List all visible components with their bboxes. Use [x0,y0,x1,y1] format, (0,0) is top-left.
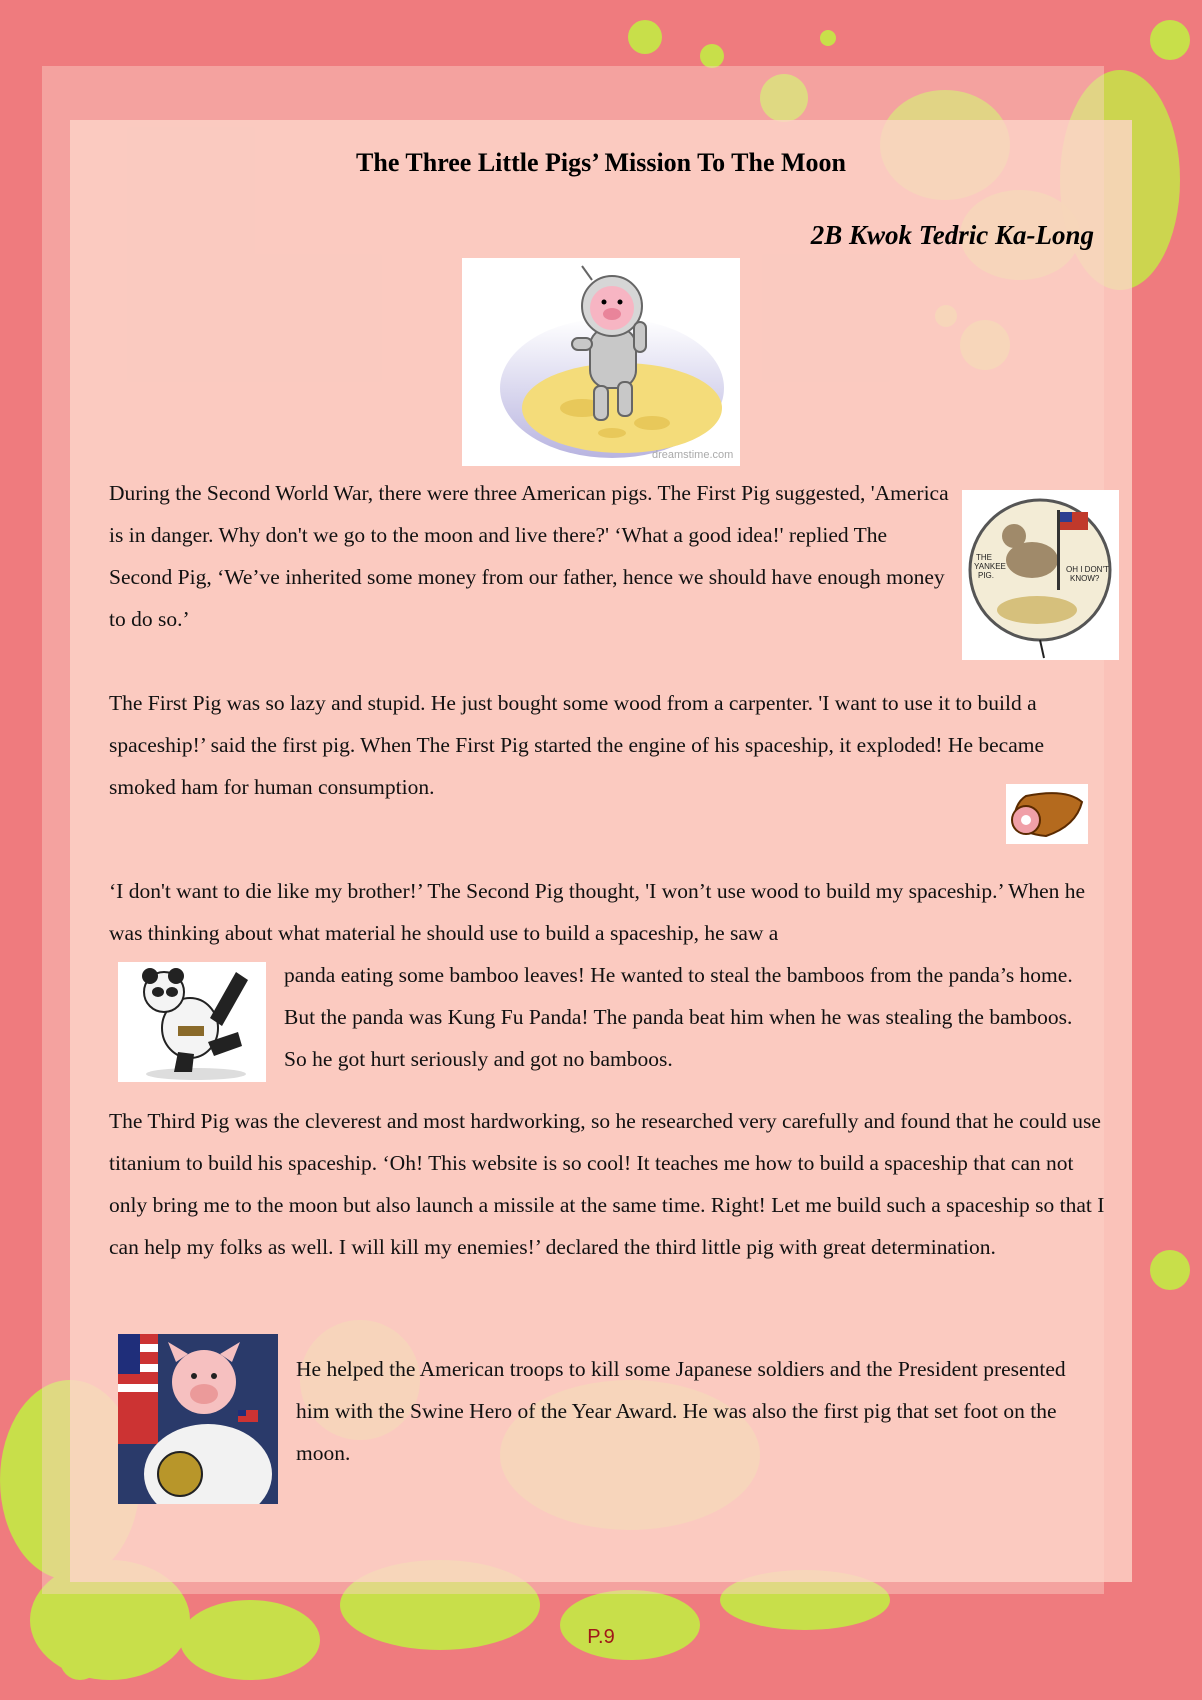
badge-text-left: THE YANKEE PIG. [974,553,1006,580]
paragraph-2: The First Pig was so lazy and stupid. He just bought some wood from a carpenter. 'I want to use it to build a spaceship!’ said the first pig. When The First Pig started the engine of his spaceship, it exploded! He became smoked ham for human consumption. [109,691,1045,799]
story-title: The Three Little Pigs’ Mission To The Moon [356,148,846,177]
paragraph-1: During the Second World War, there were three American pigs. The First Pig suggested, 'America is in danger. Why don't we go to the moon and live there?' ‘What a good idea!' replied The Second Pig, ‘We’ve inherited some money from our father, hence we should have enough money to do so.’ [109,481,949,631]
ham-image [1006,784,1088,844]
badge-text-right: OH I DON'T KNOW? [1066,565,1109,583]
paragraph-3: ‘I don't want to die like my brother!’ The Second Pig thought, 'I won’t use wood to build my spaceship.’ When he was thinking about what material he should use to build a spaceship, he saw a [109,879,1086,945]
astronaut-pig-photo-icon [118,1334,278,1504]
paragraph-5: He helped the American troops to kill some Japanese soldiers and the President presented him with the Swine Hero of the Year Award. He was also the first pig that set foot on the moon. [296,1357,1066,1465]
kung-fu-panda-image [118,962,266,1082]
story-author: 2B Kwok Tedric Ka-Long [810,220,1094,250]
paragraph-4: The Third Pig was the cleverest and most hardworking, so he researched very carefully and found that he could use titanium to build his spaceship. ‘Oh! This website is so cool! It teaches me how to build a spaceship that can not only bring me to the moon but also launch a missile at the same time. Right! Let me build such a spaceship so that I can help my folks as well. I will kill my enemies!’ declared the third little pig with great determination. [109,1109,1105,1259]
page-number: P.9 [587,1626,615,1648]
ham-icon [1006,784,1088,844]
yankee-pig-badge-image [962,490,1119,660]
astronaut-pig-on-moon-icon [462,258,740,466]
page-content [70,120,1132,1582]
astronaut-pig-photo [118,1334,278,1504]
paragraph-3-continued: panda eating some bamboo leaves! He wanted to steal the bamboos from the panda’s home. But the panda was Kung Fu Panda! The panda beat him when he was stealing the bamboos. So he got hurt seriously and got no bamboos. [284,963,1073,1071]
kung-fu-panda-icon [118,962,266,1082]
moon-pig-illustration [462,258,740,466]
watermark-text: dreamstime.com [652,449,734,461]
yankee-pig-badge-icon [962,490,1119,660]
